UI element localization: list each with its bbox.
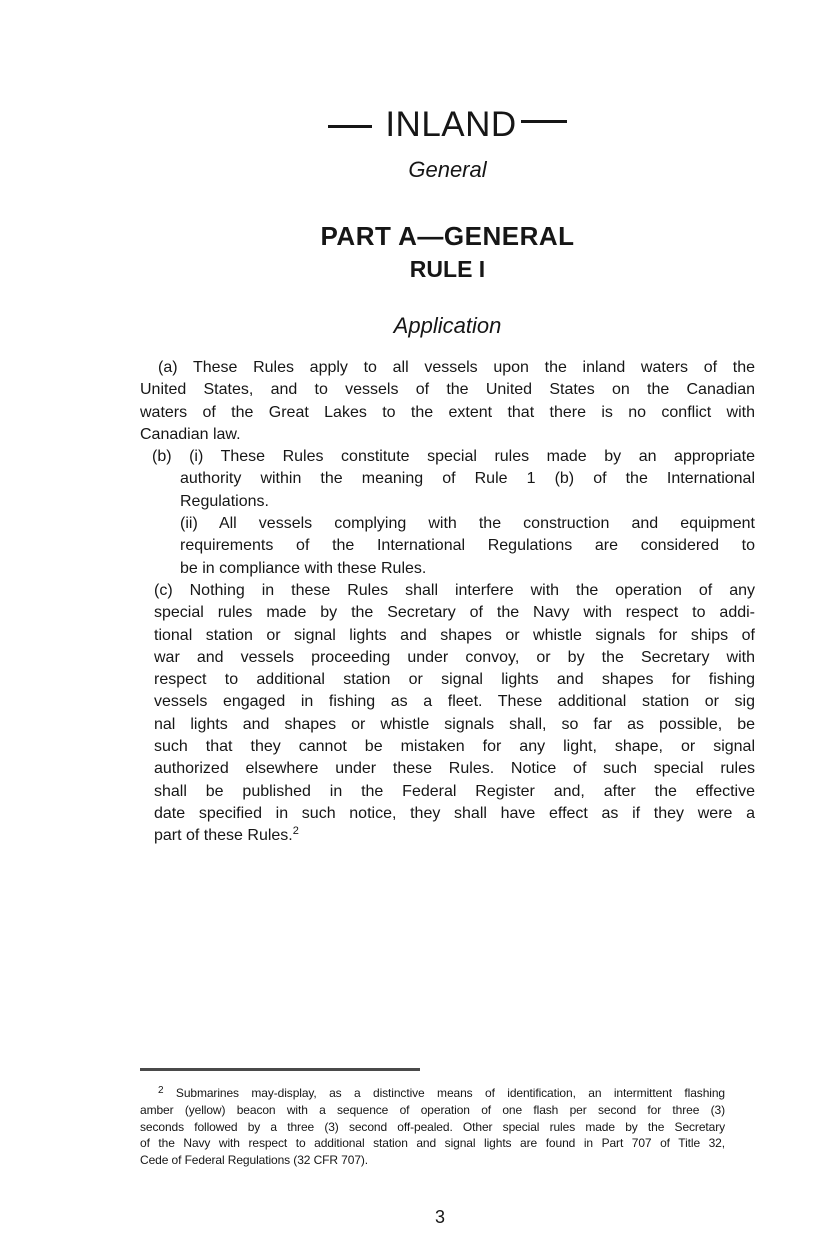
text-line: (a) These Rules apply to all vessels upon the inland waters of the xyxy=(158,359,755,376)
text-line: (b) (i) These Rules constitute special rules made by an appropriate xyxy=(152,448,755,466)
subtitle: General xyxy=(408,157,487,182)
text-line: authorized elsewhere under these Rules. Notice of such special rules xyxy=(154,760,755,778)
text-line: Cede of Federal Regulations (32 CFR 707). xyxy=(140,1153,369,1168)
masthead xyxy=(140,0,755,340)
paragraph-c xyxy=(140,580,755,848)
text-line: tional station or signal lights and shapes or whistle signals for ships of xyxy=(154,626,755,644)
text-line: vessels engaged in fishing as a fleet. These additional station or sig xyxy=(154,693,755,711)
text-line: United States, and to vessels of the United States on the Canadian xyxy=(140,381,755,399)
text-line: respect to additional station or signal lights and shapes for fishing xyxy=(154,671,755,689)
text-line: war and vessels proceeding under convoy, or by the Secretary with xyxy=(154,648,755,666)
text-line: (c) Nothing in these Rules shall interfere with the operation of any xyxy=(154,581,755,599)
footnote-separator-rule xyxy=(140,1068,420,1071)
page-title: INLAND xyxy=(385,105,517,144)
text-line: of the Navy with respect to additional station and signal lights are found in Part 707 of Title 32, xyxy=(140,1136,725,1151)
text-line: special rules made by the Secretary of the Navy with respect to addi- xyxy=(154,604,755,622)
text-line: $^2$ Submarines may-display, as a distinctive means of identification, an intermittent flashing xyxy=(158,1085,725,1100)
text-line: Regulations. xyxy=(180,492,269,510)
text-line: be in compliance with these Rules. xyxy=(180,559,427,577)
text-line: authority within the meaning of Rule 1 (b) of the International xyxy=(180,470,755,488)
text-line: requirements of the International Regulations are considered to xyxy=(180,537,755,555)
section-heading: Application xyxy=(393,313,502,338)
text-line: nal lights and shapes or whistle signals shall, so far as possible, be xyxy=(154,715,755,733)
paragraph-a xyxy=(140,357,755,446)
text-line: such that they cannot be mistaken for any light, shape, or signal xyxy=(154,738,755,756)
rule-body-text xyxy=(140,357,755,848)
text-line: (ii) All vessels complying with the construction and equipment xyxy=(180,515,755,533)
footnote-reference: 2 xyxy=(292,825,299,838)
part-heading: PART A—GENERAL xyxy=(320,221,575,251)
inland-title-row xyxy=(140,106,755,144)
footnote-marker: 2 xyxy=(158,1085,164,1096)
rule-heading: RULE I xyxy=(409,256,486,282)
text-line: date specified in such notice, they shall have effect as if they were a xyxy=(154,804,755,822)
text-line: shall be published in the Federal Register and, after the effective xyxy=(154,782,755,800)
text-line: seconds followed by a three (3) second off-pealed. Other special rules made by the Secretary xyxy=(140,1119,725,1134)
title-right-dash xyxy=(521,120,567,123)
page-number: 3 xyxy=(434,1207,445,1227)
paragraph-b1 xyxy=(140,446,755,513)
paragraph-b2 xyxy=(140,513,755,580)
footnote xyxy=(140,1085,725,1169)
text-line: Canadian law. xyxy=(140,425,241,443)
title-left-dash xyxy=(328,125,372,128)
text-line: amber (yellow) beacon with a sequence of operation of one flash per second for three (3) xyxy=(140,1102,725,1117)
text-line: part of these Rules.$^2$ xyxy=(154,825,299,845)
text-line: waters of the Great Lakes to the extent that there is no conflict with xyxy=(140,403,755,421)
